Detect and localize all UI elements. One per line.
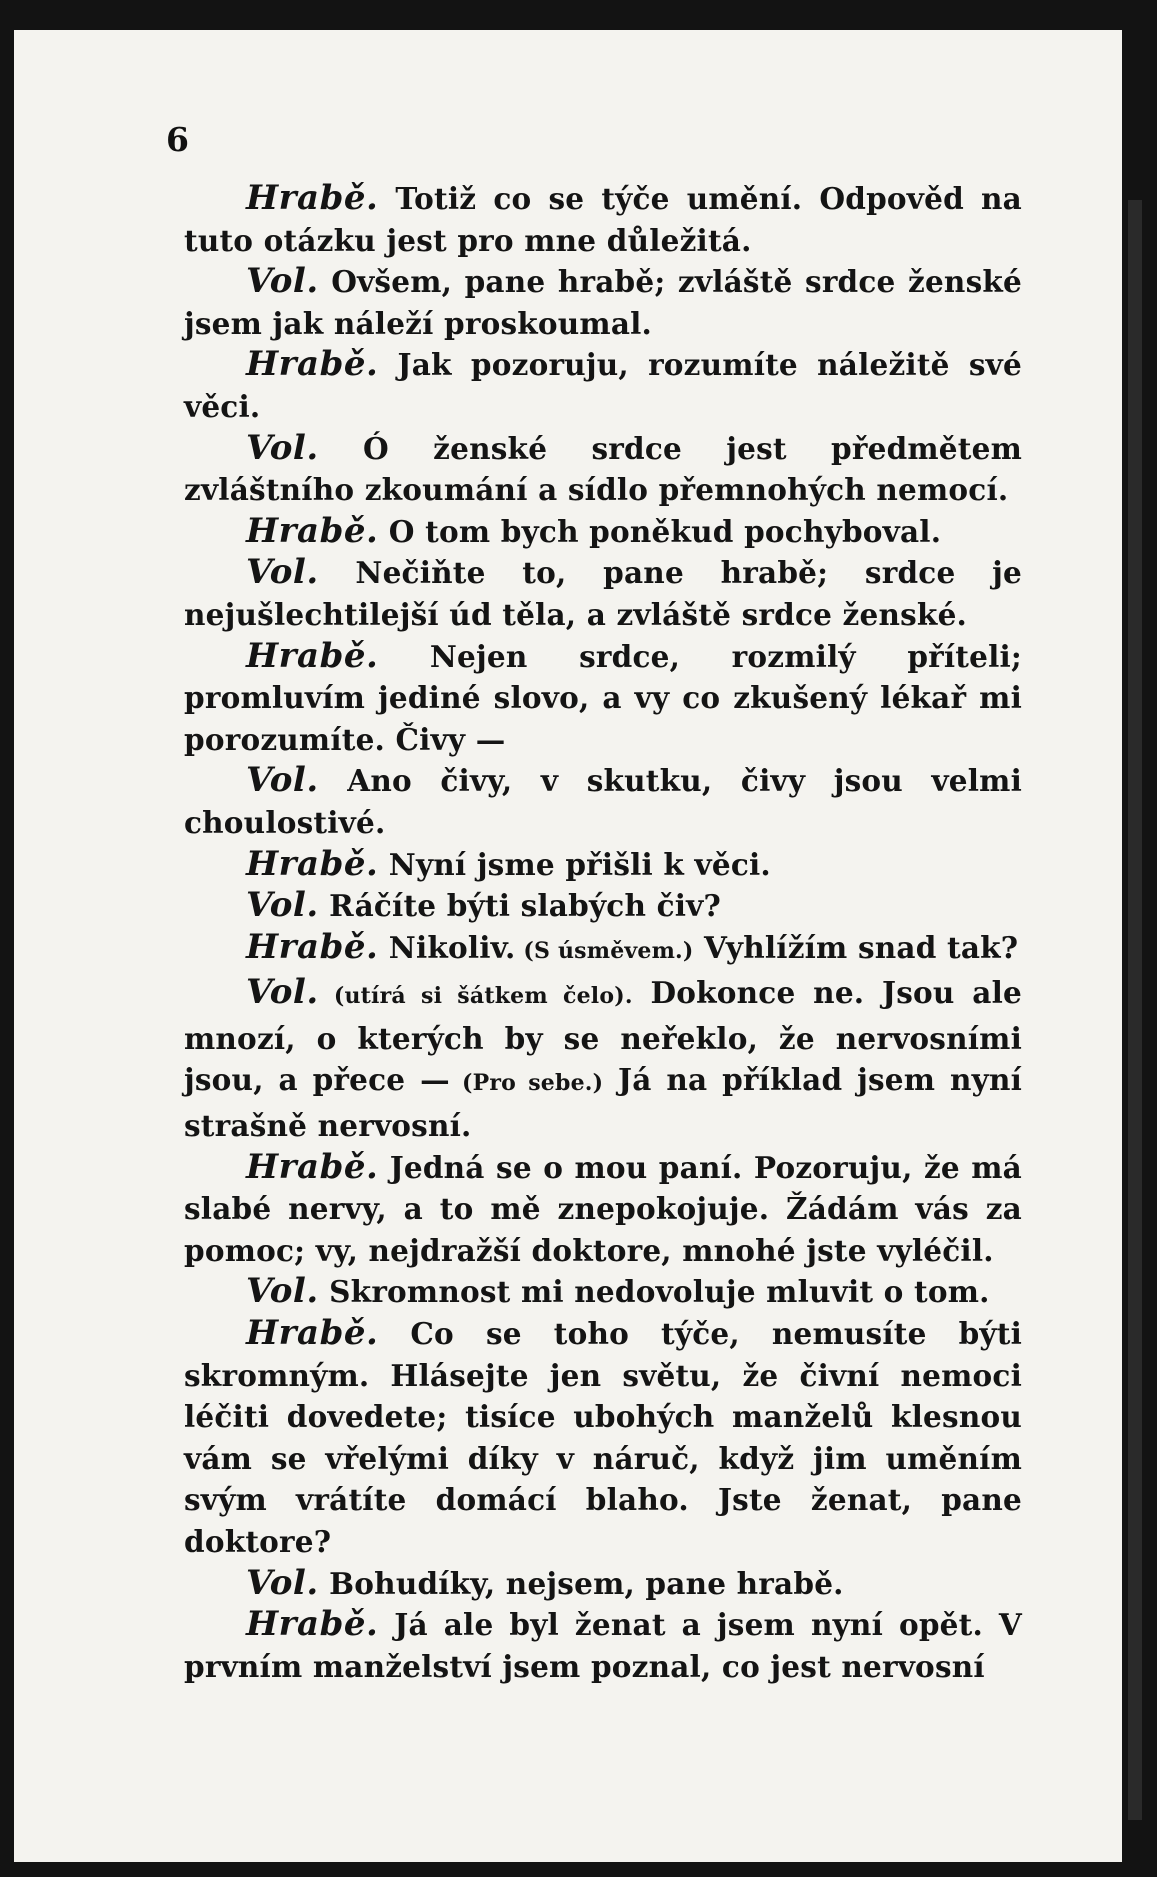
line-text: Nikoliv. xyxy=(378,929,516,965)
dialogue-line xyxy=(184,511,1022,553)
speaker-name: Hrabě. xyxy=(246,1313,379,1354)
dialogue-line xyxy=(184,344,1022,427)
dialogue-line xyxy=(184,760,1022,843)
speaker-name: Vol. xyxy=(246,972,319,1013)
stage-direction: (Pro sebe.) xyxy=(449,1070,604,1097)
speaker-name: Hrabě. xyxy=(246,344,379,385)
dialogue-line xyxy=(184,927,1022,973)
dialogue-line xyxy=(184,1147,1022,1272)
dialogue-line xyxy=(184,261,1022,344)
line-text: Jak pozoruju, rozumíte náležitě své věci. xyxy=(184,347,1022,424)
page-number: 6 xyxy=(166,120,189,159)
line-text: Totiž co se týče umění. Odpověd na tuto otázku jest pro mne důležitá. xyxy=(184,181,1022,258)
line-text: Co se toho týče, nemusíte býti skromným. Hlásejte jen světu, že čivní nemoci léčiti dovedete; tisíce ubohých manželů klesnou vám se vřelými díky v náruč, když jim uměním svým vrátíte domácí blaho. Jste ženat, pane doktore? xyxy=(184,1316,1022,1559)
speaker-name: Vol. xyxy=(246,760,319,801)
line-text: Skromnost mi nedovoluje mluvit o tom. xyxy=(318,1274,990,1310)
speaker-name: Hrabě. xyxy=(246,1146,379,1187)
line-text: Ráčíte býti slabých čiv? xyxy=(318,888,721,924)
dialogue-line xyxy=(184,972,1022,1146)
speaker-name: Hrabě. xyxy=(246,178,379,218)
line-text: Já ale byl ženat a jsem nyní opět. V prvním manželství jsem poznal, co jest nervosní xyxy=(184,1607,1022,1684)
line-text: Ano čivy, v skutku, čivy jsou velmi choulostivé. xyxy=(184,763,1022,840)
speaker-name: Vol. xyxy=(246,427,319,468)
dialogue-line xyxy=(184,1563,1022,1605)
dialogue-line xyxy=(184,1271,1022,1313)
line-text: Já na příklad jsem nyní strašně nervosní. xyxy=(184,1062,1022,1144)
line-text: Nečiňte to, pane hrabě; srdce je nejušlechtilejší úd těla, a zvláště srdce ženské. xyxy=(184,555,1022,632)
dialogue-line xyxy=(184,1313,1022,1563)
speaker-name: Hrabě. xyxy=(246,926,379,967)
speaker-name: Hrabě. xyxy=(246,843,379,884)
dialogue-line xyxy=(184,844,1022,886)
line-text: Jedná se o mou paní. Pozoruju, že má slabé nervy, a to mě znepokojuje. Žádám vás za pomoc; vy, nejdražší doktore, mnohé jste vyléčil. xyxy=(184,1149,1022,1268)
speaker-name: Vol. xyxy=(246,1562,319,1603)
line-text: Nyní jsme přišli k věci. xyxy=(378,846,771,882)
stage-direction: (S úsměvem.) xyxy=(515,937,694,964)
stage-direction: (utírá si šátkem čelo). xyxy=(318,983,633,1010)
speaker-name: Vol. xyxy=(246,261,319,302)
line-text: Vyhlížím snad tak? xyxy=(693,929,1019,965)
line-text: O tom bych poněkud pochyboval. xyxy=(378,513,942,549)
line-text: Dokonce ne. Jsou ale mnozí, o kterých by se neřeklo, že nervosními jsou, a přece — xyxy=(184,975,1022,1098)
dialogue-line xyxy=(184,1604,1022,1687)
dialogue-text xyxy=(184,178,1022,1687)
page-edge-shadow xyxy=(1128,200,1142,1820)
dialogue-line xyxy=(184,178,1022,261)
dialogue-line xyxy=(184,885,1022,927)
line-text: Nejen srdce, rozmilý příteli; promluvím jediné slovo, a vy co zkušený lékař mi porozumíte. Čivy — xyxy=(184,638,1022,757)
line-text: Bohudíky, nejsem, pane hrabě. xyxy=(318,1565,844,1601)
speaker-name: Vol. xyxy=(246,552,319,593)
speaker-name: Hrabě. xyxy=(246,1604,379,1645)
dialogue-line xyxy=(184,428,1022,511)
dialogue-line xyxy=(184,636,1022,761)
speaker-name: Hrabě. xyxy=(246,510,379,551)
speaker-name: Vol. xyxy=(246,885,319,926)
dialogue-line xyxy=(184,552,1022,635)
line-text: Ó ženské srdce jest předmětem zvláštního zkoumání a sídlo přemnohých nemocí. xyxy=(184,430,1022,508)
line-text: Ovšem, pane hrabě; zvláště srdce ženské jsem jak náleží proskoumal. xyxy=(184,264,1022,341)
speaker-name: Vol. xyxy=(246,1271,319,1312)
speaker-name: Hrabě. xyxy=(246,635,379,676)
